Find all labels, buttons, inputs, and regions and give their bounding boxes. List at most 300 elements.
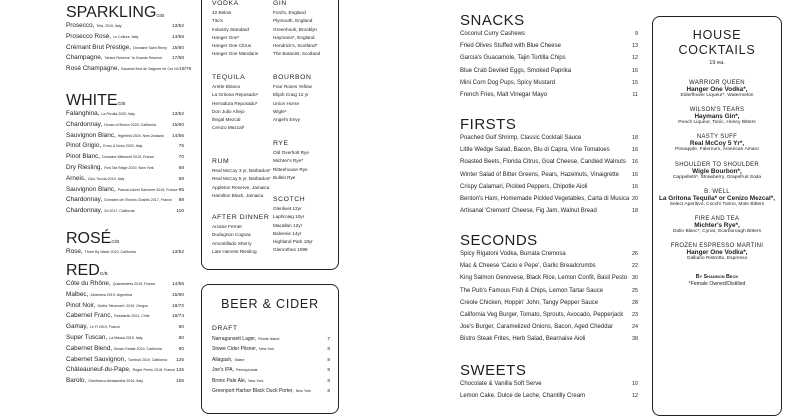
food-name: Poached Gulf Shrimp, Classic Cocktail Sauce [460,135,582,141]
food-price: 11 [632,91,638,98]
spirit-item: Balvenie 14yr [273,230,302,236]
wine-price: 68 [178,176,184,182]
cocktails-price: 19 ea. [709,60,725,66]
wine-item [66,334,184,345]
food-name: Mini Corn Dog Pups, Spicy Mustard [460,79,556,86]
food-price: 16 [632,159,638,166]
spirit-item: Angel's Envy [273,117,300,123]
food-item [460,393,638,405]
food-item [460,184,638,196]
wine-item [66,65,192,76]
beer-item [212,346,330,356]
wine-item [66,312,184,323]
spirit-item: Arette Blanco [212,84,241,89]
wine-name: Cabernet Blend, [66,344,113,352]
food-name: Bistro Steak Frites, Herb Salad, Bearnaise Aioli [460,336,586,343]
wine-item [66,207,184,218]
cocktail-item [656,134,778,153]
wine-section [66,262,184,388]
beer-name: Narragansett Lager, [212,336,257,342]
wine-name: Rosé Champagne, [66,65,120,73]
food-price: 18 [632,135,638,141]
food-section-firsts [460,116,638,220]
wine-price: 15/60 [171,45,184,51]
food-item [460,275,638,287]
spirit-item: Don Julio Añejo [212,108,245,114]
beer-draft-heading: DRAFT [212,325,238,332]
beer-price: 7 [327,337,330,342]
spirit-item: Dudognon Cognac [212,232,252,238]
food-name: Benton's Ham, Homemade Pickled Vegetables, Carta di Musica [460,195,630,202]
cocktail-ingredients: Elderflower Liqueur*, Watermelon [680,93,754,98]
cocktail-name: FIRE AND TEA [694,216,740,223]
wine-name: Malbec, [66,290,89,298]
wine-item [66,345,184,356]
wine-item-text [66,110,135,117]
food-price: 16 [632,171,638,178]
beer-desc: Maine [234,357,245,362]
spirit-heading: SCOTCH [273,196,306,203]
cocktail-base-spirit: Michter's Rye*, [694,222,740,230]
spirit-item: Arcane Fernet [212,224,242,229]
food-item [460,263,638,275]
food-name: Roasted Beets, Florida Citrus, Goat Cheese, Candied Walnuts [460,159,626,166]
food-item [460,159,638,171]
spirit-heading: TEQUILA [212,74,246,81]
cocktail-ingredients: Dolin Blanc*, Cynar, Scarborough Bitters [672,229,762,235]
spirit-heading: BOURBON [273,74,312,81]
spirit-item: The Botanist, Scotland [273,51,321,57]
wine-name: Chardonnay, [66,120,103,128]
wine-item-text [66,164,154,171]
spirit-item: Late Harvest Riesling [212,248,257,254]
wine-item-text [66,65,179,72]
spirit-item: 42 Below [212,10,232,15]
wine-desc: Tela, 2019, Italy [96,24,122,28]
cocktail-name: FROZEN ESPRESSO MARTINI [670,243,764,250]
food-price: 24 [632,324,638,331]
wine-item-text [66,356,167,363]
beer-desc: New York [248,378,264,383]
cocktail-name: SHOULDER TO SHOULDER [674,161,760,168]
wine-price: 14/56 [171,133,184,139]
food-name: Crispy Calamari, Pickled Peppers, Chipotle Aioli [460,183,588,190]
food-name: Creole Chicken, Hoppin' John, Tangy Pepper Sauce [460,299,599,306]
food-section-title: FIRSTS [460,116,517,133]
wine-section-header [66,4,184,22]
wine-item [66,366,184,377]
wine-item-text [66,291,132,298]
wine-desc: Le Fi 2019, France [89,325,121,330]
wine-price: 14/56 [171,282,184,287]
food-price: 15 [632,79,638,86]
cocktail-base-spirit: La Gritona Tequila* or Cenizo Mezcal*, [659,194,775,202]
spirit-item: Haymans*, England [273,34,315,40]
wine-desc: Le Colture, Italy [113,34,139,39]
spirit-section-rum [212,158,274,201]
wine-section-title: WHITE [66,92,118,109]
food-price: 30 [632,275,638,282]
wine-name: Dry Riesling, [66,163,103,171]
food-price: 26 [632,251,638,257]
spirit-item: Plymouth, England [273,18,313,24]
wine-item [66,291,184,302]
wine-item [66,302,184,313]
spirit-item: Amontillado Sherry [212,240,252,246]
wine-item-text [66,54,162,61]
food-item [460,196,638,208]
wine-price: 13/52 [171,112,184,117]
wine-name: Rose, [66,248,83,255]
wine-desc: Three By Wade 2019, California [84,250,136,254]
cocktail-item [656,243,778,262]
spirit-item: Tito's [212,18,223,24]
spirit-item: Hanger One* [212,34,240,40]
spirit-item: Macallan 12yr [273,222,303,228]
wine-item-text [66,323,120,330]
beer-item-text [212,336,279,342]
food-item [460,208,638,220]
spirit-item: Hendrick's, Scotland* [273,43,318,49]
spirit-item: Highland Park 18yr [273,239,313,245]
beer-name: Bronx Pale Ale, [212,377,247,384]
wine-price: 68 [178,165,184,171]
wine-desc: Highfield 2020, New Zealand [117,133,164,138]
spirit-item: Greenhook, Brooklyn [273,26,318,32]
spirit-item: Rittenhouse Rye [273,166,308,172]
spirit-item: Cenizo Mezcal* [212,125,245,131]
wine-desc: House of Brown 2020, California [104,122,156,127]
wine-desc: Domaine Saint Remy [133,45,167,50]
wine-price: 18/74 [171,314,184,320]
wine-price-unit: G/B [99,271,108,276]
food-price: 16 [632,147,638,154]
wine-item [66,248,184,259]
wine-item [66,356,184,367]
food-price: 12 [632,393,638,400]
food-price: 38 [632,336,638,343]
beer-title: BEER & CIDER [221,297,319,311]
wine-item-text [66,280,155,287]
food-name: The Pub's Famous Fish & Chips, Lemon Tartar Sauce [460,287,604,294]
food-name: Coconut Curry Cashews [460,31,526,37]
wine-desc: Domaine de l'Enclos Chablis 2017, France [104,198,172,203]
wine-price: 95 [178,187,184,193]
beer-item [212,367,330,377]
food-price: 16 [632,183,638,190]
wine-desc: Domaine Mittnacht 2019, France [102,155,155,160]
wine-price: 13/52 [171,250,184,255]
spirit-item: Union Horse [273,100,300,106]
wine-name: Chardonnay, [66,207,103,215]
wine-item-text [66,377,143,384]
wine-section-title: RED [66,262,100,279]
beer-price: 8 [327,378,330,384]
food-item [460,336,638,348]
cocktail-ingredients: Pineapple, Falernum, American Amaro [675,147,759,153]
spirit-item: Michter's Rye* [273,158,304,164]
wine-price: 70 [178,155,184,161]
wine-name: Prosecco Rosé, [66,32,112,40]
wine-item-text [66,44,167,51]
spirit-section-bourbon [273,74,335,125]
wine-item-text [66,33,138,40]
spirit-item: Hamilton Black, Jamaica [212,192,264,198]
food-item [460,147,638,159]
food-name: Lemon Cake, Dulce de Leche, Chantilly Cream [460,393,586,400]
food-item [460,172,638,184]
food-price: 28 [632,299,638,306]
cocktail-item [656,189,778,208]
wine-name: Pinot Noir, [66,301,96,309]
spirit-item: Industry Standard [212,26,250,32]
food-item [460,80,638,92]
spirit-item: Herradura Reposado* [212,100,258,106]
spirit-heading: RUM [212,158,230,165]
food-price: 23 [632,311,638,318]
beer-name: Greenport Harbor Black Duck Porter, [212,387,294,394]
wine-section-header [66,230,184,248]
food-name: California Veg Burger, Tomato, Sprouts, Avocado, Pepperjack [460,311,624,318]
wine-desc: Gotha 'Neumoen' 2019, Oregon [97,303,149,308]
spirit-item: Appleton Reserve, Jamaica [212,184,270,190]
cocktails-footer-by: By Shannon Beck [695,274,739,281]
spirit-section-gin [273,0,335,60]
wine-item-text [66,334,142,341]
wine-item-text [66,248,136,255]
food-item [460,312,638,324]
beer-item [212,378,330,388]
food-name: Mac & Cheese 'Cacio e Pepe', Garlic Breadcrumbs [460,263,596,270]
beer-name: Stowe Cider Pilsner, [212,346,258,353]
wine-item-text [66,121,156,128]
wine-name: Champagne, [66,54,103,62]
wine-name: Pinot Blanc, [66,153,101,161]
spirit-item: Ford's, England [273,10,306,15]
wine-name: Châteauneuf-du-Pape, [66,366,131,374]
wine-section-header [66,92,184,110]
spirit-item: Bulleit Rye [273,174,296,180]
wine-item [66,54,184,65]
spirit-heading: AFTER DINNER [212,214,270,221]
beer-item-text [212,378,263,384]
cocktail-ingredients: Galliano Ristretto, Espresso [686,256,748,262]
spirit-item: Hanger One Citrus [212,43,252,49]
wine-item-text [66,175,124,182]
spirit-item: Hanger One Mandarin [212,51,259,57]
wine-name: Barolo, [66,377,87,385]
wine-item [66,153,184,164]
wine-price: 60 [178,325,184,331]
spirit-section-tequila [212,74,274,134]
wine-price-unit: G/B [117,101,126,106]
cocktails-footer-note: *Female Owned/Distilled [688,281,746,288]
food-price: 18 [632,208,638,215]
food-item [460,300,638,312]
beer-item-text [212,346,274,352]
wine-item-text [66,186,177,193]
wine-price-unit: G/B [156,13,165,18]
wine-name: Côte du Rhône, [66,280,111,287]
wine-item [66,196,184,207]
wine-name: Cabernet Franc, [66,312,113,320]
food-section-sweets [460,362,638,405]
spirit-section-scotch [273,196,335,256]
food-price: 16 [632,67,638,74]
wine-section-header [66,262,184,280]
food-name: Winter Salad of Bitter Greens, Pears, Hazelnuts, Vinaigrette [460,171,619,178]
beer-desc: Pennsylvania [235,368,258,373]
spirit-item: Wigle* [273,108,287,114]
spirit-heading: GIN [273,0,287,7]
wine-item [66,132,184,143]
wine-price: 80 [178,335,184,341]
food-item [460,288,638,300]
food-item [460,135,638,147]
food-price: 22 [632,263,638,270]
wine-item [66,323,184,334]
food-item [460,92,638,104]
wine-desc: Red Tail Ridge 2019, New York [104,165,154,170]
wine-item-text [66,153,154,160]
food-section-title: SWEETS [460,362,527,379]
wine-section-title: SPARKLING [66,4,157,21]
beer-name: Joe's IPA, [212,367,234,374]
cocktail-base-spirit: Haymans Gin*, [694,113,740,121]
cocktail-name: B. WELL [704,188,730,195]
food-price: 10 [632,381,638,387]
wine-price: 125 [175,368,184,374]
spirit-section-rye [273,140,335,183]
food-item [460,251,638,263]
food-name: Spicy Rigatoni Vodka, Burrata Cremosa [460,251,566,257]
food-item [460,324,638,336]
wine-name: Gamay, [66,323,88,331]
cocktail-item [656,107,778,126]
cocktail-ingredients: Cappelletti*, Strawberry, Grapefruit Soda [672,174,762,180]
food-price: 25 [632,287,638,294]
wine-name: Crémant Brut Prestige, [66,43,131,51]
wine-name: Pinot Grigio, [66,142,102,150]
beer-item-text [212,388,311,394]
wine-item-text [66,142,142,149]
wine-desc: Tarlant Reserve "la Grande Reserve [104,56,163,61]
beer-item-text [212,357,244,363]
wine-desc: Turnbull 2019, California [128,357,168,362]
wine-desc: Ermo & Nono 2020, Italy [103,144,143,149]
wine-price: 15/60 [171,292,184,298]
food-item [460,43,638,55]
wine-section-title: ROSÉ [66,230,112,247]
wine-name: Super Tuscan, [66,333,108,341]
wine-item [66,22,184,33]
wine-name: Sauvignon Blanc, [66,131,116,139]
wine-price: 19/76 [179,67,192,73]
food-name: King Salmon Genovese, Black Rice, Lemon Confit, Basil Pesto [460,275,628,282]
food-name: Little Wedge Salad, Bacon, Blu di Capra, Vine Tomatoes [460,147,610,154]
cocktails-col [656,28,778,287]
wine-price: 15/60 [171,122,184,128]
wine-price: 13/52 [171,24,184,29]
cocktail-name: NASTY SUFF [696,134,738,141]
cocktail-ingredients: Peach Liqueur, Tonic, Honey Bitters [678,120,756,126]
wine-section [66,4,192,76]
wine-price: 90 [178,346,184,352]
wine-desc: Pascal Jolivet Sancerre 2019, France [117,187,178,192]
wine-name: Sauvignon Blanc, [66,185,116,193]
wine-desc: Cino Tuccia 2019, Italy [87,176,125,181]
food-section-title: SNACKS [460,12,525,29]
food-name: Fried Olives Stuffed with Blue Cheese [460,43,561,50]
spirit-item: Glenlivet 12yr [273,206,302,211]
spirit-item: Elijah Craig 12 yr [273,92,309,98]
cocktail-list [656,80,778,262]
wine-item-text [66,366,175,373]
spirit-heading: RYE [273,140,289,147]
cocktail-base-spirit: Wigle Bourbon*, [692,167,742,175]
beer-item [212,357,330,367]
wine-desc: Roger Perrin 2018, France [132,368,176,373]
food-name: Joe's Burger, Caramelized Onions, Bacon, Aged Cheddar [460,324,613,331]
beer-price: 8 [327,368,330,374]
wine-item-text [66,312,150,319]
cocktail-base-spirit: Real McCoy 5 Yr*, [689,140,745,148]
spirit-item: Old Overholt Rye [273,150,309,155]
cocktail-item [656,216,778,235]
food-price: 20 [632,195,638,202]
cocktail-ingredients: Select Aperitivo, Cocchi Torino, Mole Bitters [669,201,765,207]
food-price: 13 [632,43,638,50]
wine-desc: Roselartie 2021, Chile [114,314,150,319]
wine-name: Cabernet Sauvignon, [66,355,127,363]
spirit-item: Laphroaig 10yr [273,214,305,220]
cocktails-title-1: HOUSE [692,28,742,42]
wine-price: 76 [178,144,184,150]
wine-desc: La Massa 2019, Italy [109,335,143,340]
wine-desc: Bauchet Brut de Saignee Ier Cru NV [121,67,180,72]
food-name: Artisanal 'Cremont' Cheese, Fig Jam, Walnut Bread [460,208,597,215]
wine-item [66,110,184,121]
beer-desc: New York [295,388,311,393]
beer-price: 8 [327,388,330,394]
wine-name: Chardonnay, [66,196,103,204]
beer-name: Allagash, [212,356,233,363]
wine-item [66,280,184,291]
wine-name: Falanghina, [66,110,100,117]
cocktail-item [656,80,778,99]
cocktail-base-spirit: Hanger One Vodka*, [686,249,748,257]
spirit-item: Illegal Mezcal [212,117,241,123]
wine-item [66,142,184,153]
wine-price: 110 [176,209,184,215]
wine-item-text [66,302,148,309]
spirit-item: Glenrothes 1998 [273,247,308,253]
wine-item-text [66,345,162,352]
wine-item [66,186,184,197]
food-item [460,31,638,43]
food-item [460,55,638,67]
wine-section [66,230,184,259]
food-item [460,381,638,393]
beer-item-text [212,367,257,373]
food-item [460,68,638,80]
beer-item [212,336,330,346]
wine-price: 88 [178,198,184,204]
wine-desc: Brown Estate 2019, California [114,346,162,351]
spirit-item: La Gritona Reposado* [212,92,259,98]
wine-item-text [66,22,122,29]
food-section-title: SECONDS [460,232,538,249]
